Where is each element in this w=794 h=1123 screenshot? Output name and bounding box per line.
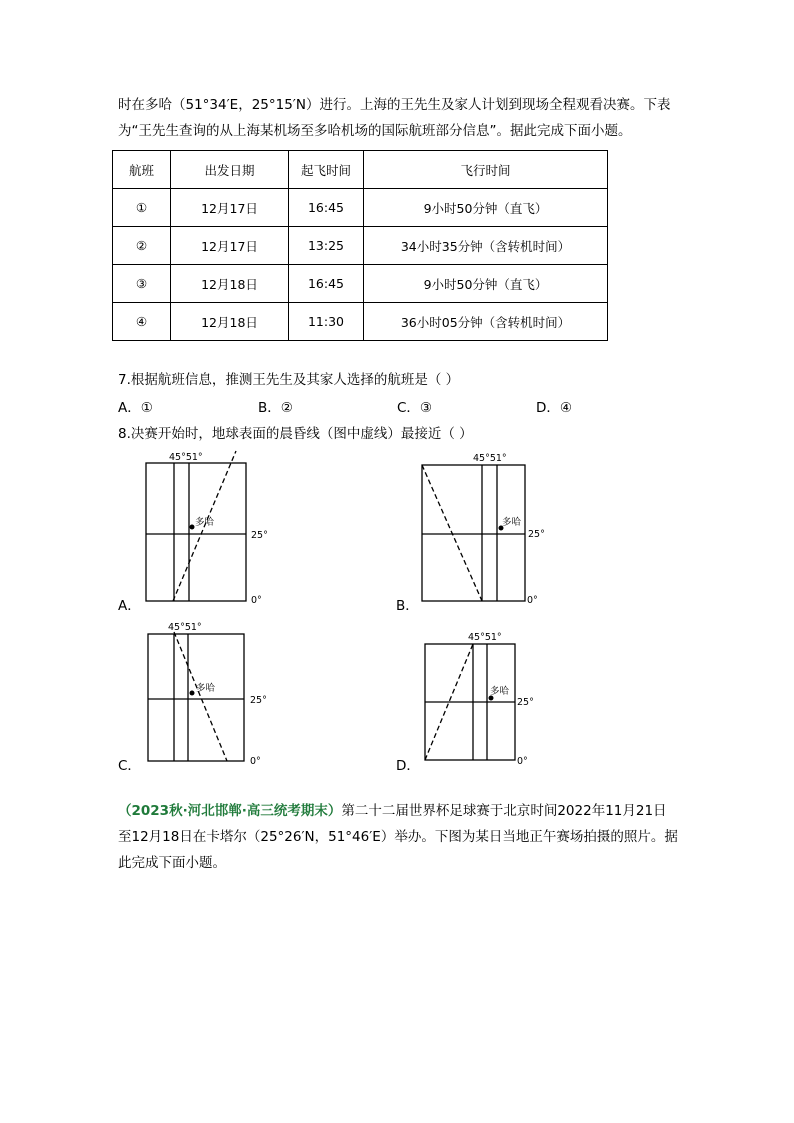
header-cell: 出发日期 [171,151,289,189]
lat-25-label: 25° [251,530,268,541]
table-cell: 9小时50分钟（直飞） [364,265,608,303]
table-cell: ① [113,189,171,227]
lat-0-label: 0° [250,756,261,767]
table-cell: 9小时50分钟（直飞） [364,189,608,227]
meridian-label: 45°51° [473,453,507,464]
lat-0-label: 0° [517,756,528,767]
city-label: 多哈 [196,683,216,694]
table-cell: 34小时35分钟（含转机时间） [364,227,608,265]
q7-option-d[interactable]: D．④ [536,400,572,416]
q8-option-b[interactable]: B． [396,598,419,614]
q7-option-b[interactable]: B．② [258,400,293,416]
source-text: 第二十二届世界杯足球赛于北京时间2022年11月21日至12月18日在卡塔尔（25°26′N，51°46′E）举办。下图为某日当地正午赛场拍摄的照片。据此完成下面小题。 [118,803,678,871]
table-row [113,189,608,227]
meridian-label: 45°51° [468,632,502,643]
terminator-diagram-c [140,618,280,768]
header-cell: 航班 [113,151,171,189]
table-cell: 16:45 [289,265,364,303]
q8-option-d[interactable]: D． [396,758,420,774]
table-cell: ③ [113,265,171,303]
terminator-diagram-a [140,448,280,608]
table-cell: 12月18日 [171,265,289,303]
table-cell: 12月17日 [171,189,289,227]
q8-option-a[interactable]: A． [118,598,141,614]
lat-25-label: 25° [528,529,545,540]
table-cell: 11:30 [289,303,364,341]
meridian-label: 45°51° [168,622,202,633]
table-cell: 13:25 [289,227,364,265]
flight-table [112,150,608,341]
city-label: 多哈 [195,517,215,528]
city-label: 多哈 [490,686,510,697]
table-cell: 16:45 [289,189,364,227]
terminator-diagram-b [416,448,556,608]
lat-25-label: 25° [250,695,267,706]
source-paragraph [118,798,678,876]
city-label: 多哈 [502,517,522,528]
lat-0-label: 0° [527,595,538,606]
table-row [113,265,608,303]
terminator-diagram-d [418,628,558,768]
table-cell: ④ [113,303,171,341]
meridian-label: 45°51° [169,452,203,463]
intro-paragraph: 时在多哈（51°34′E，25°15′N）进行。上海的王先生及家人计划到现场全程观看决赛。下表为“王先生查询的从上海某机场至多哈机场的国际航班部分信息”。据此完成下面小题。 [118,97,671,139]
header-cell: 飞行时间 [364,151,608,189]
question-8: 8.决赛开始时，地球表面的晨昏线（图中虚线）最接近（ ） [118,426,473,442]
lat-0-label: 0° [251,595,262,606]
table-row [113,303,608,341]
table-cell: ② [113,227,171,265]
table-cell: 12月18日 [171,303,289,341]
table-header-row [113,151,608,189]
header-cell: 起飞时间 [289,151,364,189]
q8-option-c[interactable]: C． [118,758,141,774]
table-cell: 12月17日 [171,227,289,265]
table-row [113,227,608,265]
table-cell: 36小时05分钟（含转机时间） [364,303,608,341]
question-7: 7.根据航班信息，推测王先生及其家人选择的航班是（ ） [118,372,460,388]
lat-25-label: 25° [517,697,534,708]
q7-option-a[interactable]: A．① [118,400,153,416]
source-tag: （2023秋·河北邯郸·高三统考期末） [118,803,342,819]
q7-option-c[interactable]: C．③ [397,400,433,416]
